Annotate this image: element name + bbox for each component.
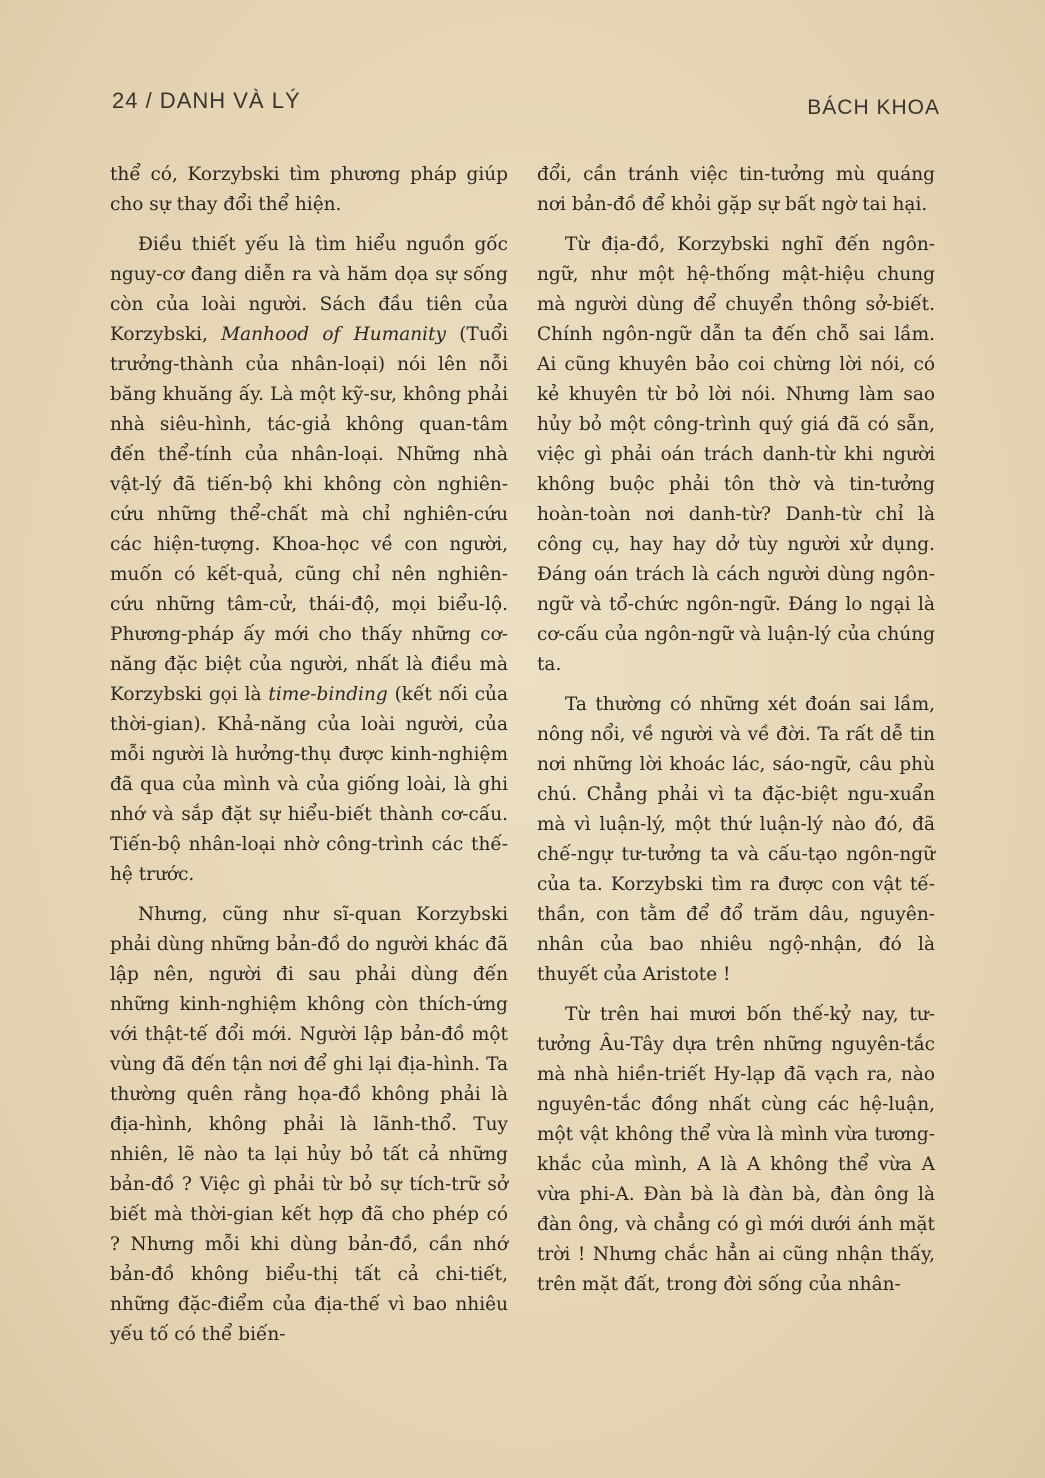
paragraph-text: (Tuổi trưởng-thành của nhân-loại) nói lên nỗi băng khuăng ấy. Là một kỹ-sư, không phải nhà siêu-hình, tác-giả không quan-tâm đến thể-tính của nhân-loại. Những nhà vật-lý đã tiến-bộ khi không còn nghiên-cứu những thể-chất mà chỉ nghiên-cứu các hiện-tượng. bbox=[110, 324, 508, 555]
page-header bbox=[112, 88, 940, 122]
book-title: Manhood of Humanity bbox=[221, 324, 446, 345]
paragraph-text: Điều thiết yếu là tìm hiểu nguồn gốc nguy-cơ đang diễn ra và hăm dọa sự sống còn của loài người. Sách đầu tiên của Korzybski, bbox=[110, 234, 508, 345]
page-number-and-title: 24 / DANH VÀ LÝ bbox=[112, 88, 301, 113]
paragraph: Ta thường có những xét đoán sai lầm, nông nổi, về người và về đời. Ta rất dễ tin nơi những lời khoác lác, sáo-ngữ, câu phù chú. Chẳng phải vì ta đặc-biệt ngu-xuẩn mà vì luận-lý, một thứ luận-lý nào đó, đã chế-ngự tư-tưởng ta và cấu-tạo ngôn-ngữ của ta. Korzybski tìm ra được con vật tế-thần, con tằm để đổ trăm dâu, nguyên-nhân của bao nhiêu ngộ-nhận, đó là thuyết của Aristote ! bbox=[537, 694, 935, 985]
magazine-name: BÁCH KHOA bbox=[807, 96, 940, 119]
paragraph: Từ trên hai mươi bốn thế-kỷ nay, tư-tưởng Âu-Tây dựa trên những nguyên-tắc mà nhà hiền-triết Hy-lạp đã vạch ra, nào nguyên-tắc đồng nhất cùng các hệ-luận, một vật không thể vừa là mình vừa tương-khắc của mình, A là A không thể vừa A vừa phi-A. Đàn bà là đàn bà, đàn ông là đàn ông, và chẳng có gì mới dưới ánh mặt trời ! Nhưng chắc hẳn ai cũng nhận thấy, trên mặt đất, trong đời sống của nhân- bbox=[537, 1004, 935, 1295]
right-column bbox=[537, 160, 935, 1310]
paragraph-text: (kết nối của thời-gian). Khả-năng của loài người, của mỗi người là hưởng-thụ được kinh-nghiệm đã qua của mình và của giống loài, là ghi nhớ và sắp đặt sự hiểu-biết thành cơ-cấu. Tiến-bộ nhân-loại nhờ công-trình các thế-hệ trước. bbox=[110, 684, 509, 885]
paragraph: Từ địa-đồ, Korzybski nghĩ đến ngôn-ngữ, như một hệ-thống mật-hiệu chung mà người dùng để chuyển thông sở-biết. Chính ngôn-ngữ dẫn ta đến chỗ sai lầm. Ai cũng khuyên bảo coi chừng lời nói, có kẻ khuyên từ bỏ lời nói. Nhưng làm sao hủy bỏ một công-trình quý giá đã có sẵn, việc gì phải oán trách danh-từ khi người không buộc phải tôn thờ và tin-tưởng hoàn-toàn nơi danh-từ? Danh-từ chỉ là công cụ, hay hay dở tùy người xử dụng. Đáng oán trách là cách người dùng ngôn-ngữ và tổ-chức ngôn-ngữ. Đáng lo ngại là cơ-cấu của ngôn-ngữ và luận-lý của chúng ta. bbox=[537, 234, 935, 675]
paragraph bbox=[110, 230, 508, 890]
paragraph: đổi, cần tránh việc tin-tưởng mù quáng nơi bản-đồ để khỏi gặp sự bất ngờ tai hại. bbox=[537, 164, 935, 215]
paragraph-text: Khoa-học về con người, muốn có kết-quả, cũng chỉ nên nghiên-cứu những tâm-cử, thái-độ, mọi biểu-lộ. Phương-pháp ấy mới cho thấy những cơ-năng đặc biệt của người, nhất là điều mà Korzybski gọi là bbox=[110, 534, 508, 705]
paragraph: thể có, Korzybski tìm phương pháp giúp cho sự thay đổi thể hiện. bbox=[110, 164, 508, 215]
term: time-binding bbox=[268, 684, 388, 705]
left-column bbox=[110, 160, 508, 1360]
paragraph: Nhưng, cũng như sĩ-quan Korzybski phải dùng những bản-đồ do người khác đã lập nên, người đi sau phải dùng đến những kinh-nghiệm không còn thích-ứng với thật-tế đổi mới. Người lập bản-đồ một vùng đã đến tận nơi để ghi lại địa-hình. Ta thường quên rằng họa-đồ không phải là địa-hình, không phải là lãnh-thổ. Tuy nhiên, lẽ nào ta lại hủy bỏ tất cả những bản-đồ ? Việc gì phải từ bỏ sự tích-trữ sở biết mà thời-gian kết hợp đã cho phép có ? Nhưng mỗi khi dùng bản-đồ, cần nhớ bản-đồ không biểu-thị tất cả chi-tiết, những đặc-điểm của địa-thế vì bao nhiêu yếu tố có thể biến- bbox=[110, 904, 508, 1345]
